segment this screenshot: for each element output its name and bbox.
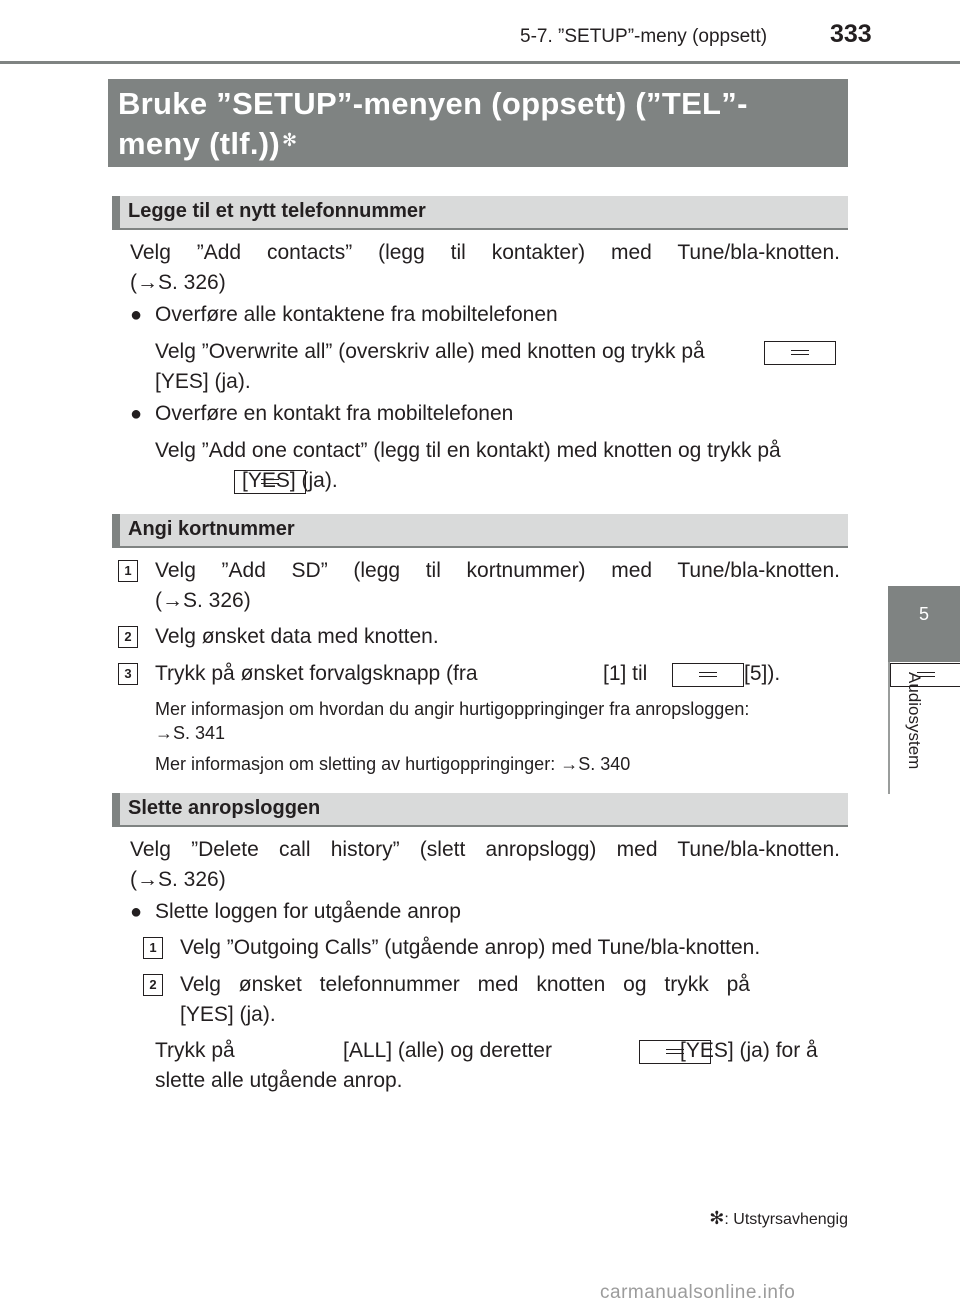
section3-intro-line1: Velg ”Delete call history” (slett anropslogg) med Tune/bla-knotten.	[130, 838, 840, 861]
section2-step3-part-c: [5]).	[744, 662, 781, 685]
page-number: 333	[830, 20, 872, 48]
section2-step1-line1: Velg ”Add SD” (legg til kortnummer) med Tune/bla-knotten.	[155, 559, 840, 582]
section3-extra-part-a: Trykk på	[155, 1039, 235, 1062]
step-number-icon: 3	[118, 663, 138, 685]
section-heading-text: Legge til et nytt telefonnummer	[128, 200, 426, 222]
section2-note1-line2: →S. 341	[155, 723, 226, 743]
bullet-icon: ●	[130, 901, 143, 923]
page-title-line1: Bruke ”SETUP”-menyen (oppsett) (”TEL”-	[118, 86, 748, 121]
section2-note2: Mer informasjon om sletting av hurtigoppringinger: →S. 340	[155, 754, 631, 774]
step-number-icon: 2	[118, 626, 138, 648]
section3-extra-part-b: [ALL] (alle) og deretter	[343, 1039, 552, 1062]
bullet-icon: ●	[130, 304, 143, 326]
section1-bullet1-text-line2: [YES] (ja).	[155, 370, 251, 393]
footnote	[650, 1208, 848, 1229]
section2-step2-line1: Velg ønsket data med knotten.	[155, 625, 439, 648]
section3-extra-line2: slette alle utgående anrop.	[155, 1069, 403, 1092]
section3-bullet1: Slette loggen for utgående anrop	[155, 900, 461, 923]
chapter-label: Audiosystem	[905, 672, 924, 770]
section1-bullet2-text-line1: Velg ”Add one contact” (legg til en kontakt) med knotten og trykk på	[155, 439, 781, 462]
section3-intro-line2: (→S. 326)	[130, 868, 226, 891]
section2-step1-line2: (→S. 326)	[155, 589, 251, 612]
section1-bullet2: Overføre en kontakt fra mobiltelefonen	[155, 402, 514, 425]
watermark: carmanualsonline.info	[600, 1282, 796, 1303]
section3-step1-line1: Velg ”Outgoing Calls” (utgående anrop) med Tune/bla-knotten.	[180, 936, 761, 959]
step-number-icon: 1	[143, 937, 163, 959]
section-heading-text: Angi kortnummer	[128, 518, 295, 540]
section2-step3-part-b: [1] til	[603, 662, 648, 685]
section3-step2-line2: [YES] (ja).	[180, 1003, 276, 1026]
page-title-line2: meny (tlf.)) ✻	[118, 126, 298, 161]
section1-bullet1-text-line1: Velg ”Overwrite all” (overskriv alle) med knotten og trykk på	[155, 340, 705, 363]
footnote-text: : Utstyrsavhengig	[724, 1211, 848, 1228]
yes-button-icon	[764, 341, 836, 365]
section-heading-speed-dial	[112, 514, 848, 548]
section-heading-text: Slette anropsloggen	[128, 797, 321, 819]
section1-bullet2-text-line2: [YES] (ja).	[242, 469, 338, 492]
section2-step3-part-a: Trykk på ønsket forvalgsknapp (fra	[155, 662, 478, 685]
section1-bullet1: Overføre alle kontaktene fra mobiltelefonen	[155, 303, 558, 326]
step-number-icon: 1	[118, 560, 138, 582]
section-heading-add-number	[112, 196, 848, 230]
section3-step2-line1: Velg ønsket telefonnummer med knotten og trykk på	[180, 973, 750, 996]
header-divider	[0, 61, 960, 64]
preset-1-button-icon	[672, 663, 744, 687]
preset-5-button-icon	[890, 663, 960, 687]
chapter-number: 5	[918, 604, 929, 624]
step-number-icon: 2	[143, 974, 163, 996]
section1-intro-line1: Velg ”Add contacts” (legg til kontakter) med Tune/bla-knotten.	[130, 241, 840, 264]
section2-note1-line1: Mer informasjon om hvordan du angir hurtigoppringinger fra anropsloggen:	[155, 699, 750, 719]
bullet-icon: ●	[130, 403, 143, 425]
chapter-tab	[888, 586, 960, 662]
asterisk-icon: ✻	[709, 1208, 725, 1228]
asterisk-icon: ✻	[282, 130, 298, 150]
header-section-title: 5-7. ”SETUP”-meny (oppsett)	[520, 26, 768, 47]
section-heading-delete-log	[112, 793, 848, 827]
page-title-banner	[108, 79, 848, 167]
section1-intro-line2: (→S. 326)	[130, 271, 226, 294]
section3-extra-part-c: [YES] (ja) for å	[680, 1039, 818, 1062]
